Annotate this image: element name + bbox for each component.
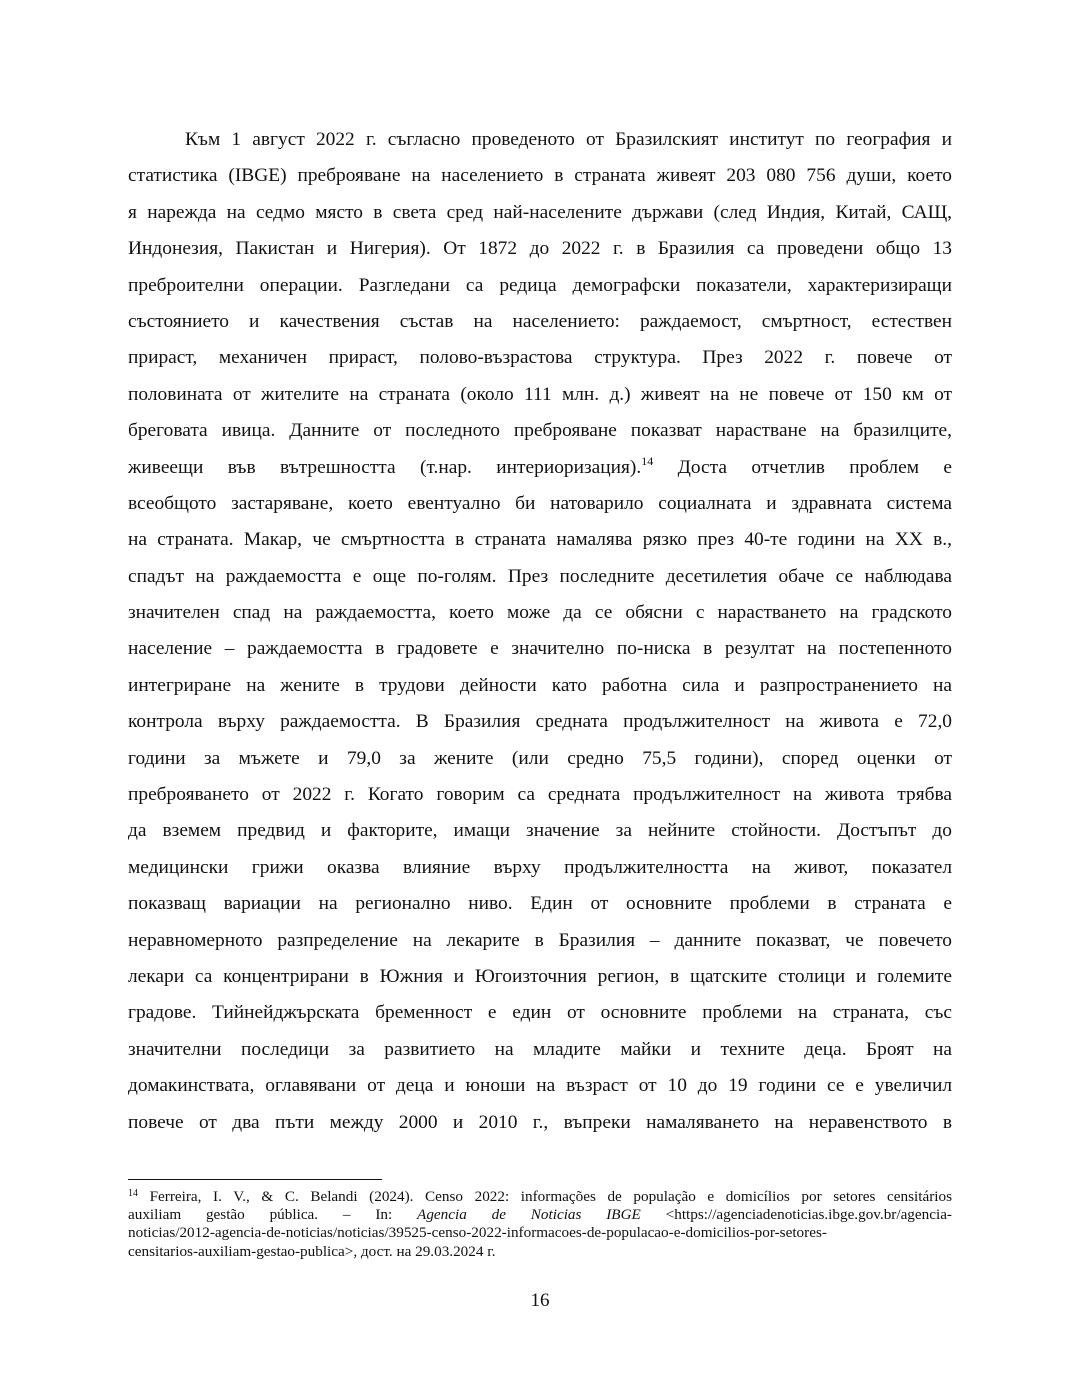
footnote-text: Ferreira, I. V., & C. Belandi (2024). Censo 2022: informações de população e domicílios por setores censitários bbox=[138, 1188, 952, 1205]
text-line: Към 1 август 2022 г. съгласно проведеното от Бразилският институт по география и bbox=[185, 129, 952, 150]
footnote-line bbox=[128, 1206, 952, 1224]
text-span: Доста отчетлив проблем е bbox=[653, 456, 952, 478]
page-number: 16 bbox=[530, 1290, 550, 1311]
footnote-separator bbox=[128, 1179, 382, 1180]
text-line: контрола върху раждаемостта. В Бразилия средната продължителност на живота е 72,0 bbox=[128, 711, 952, 733]
text-line: интегриране на жените в трудови дейности като работна сила и разпространението на bbox=[128, 674, 952, 696]
text-line: преброяването от 2022 г. Когато говорим са средната продължителност на живота трябва bbox=[128, 784, 952, 806]
footnote-url[interactable]: <https://agenciadenoticias.ibge.gov.br/agencia- bbox=[640, 1206, 952, 1224]
text-line: показващ вариации на регионално ниво. Един от основните проблеми в страната е bbox=[128, 893, 952, 915]
text-line: неравномерното разпределение на лекарите в Бразилия – данните показват, че повечето bbox=[128, 929, 952, 951]
footnote-line: censitarios-auxiliam-gestao-publica>, дост. на 29.03.2024 г. bbox=[128, 1242, 496, 1260]
text-line: на страната. Макар, че смъртността в страната намалява рязко през 40-те години на XX в., bbox=[128, 529, 952, 551]
text-line: преброителни операции. Разгледани са редица демографски показатели, характеризиращи bbox=[128, 274, 952, 296]
text-line: спадът на раждаемостта е още по-голям. През последните десетилетия обаче се наблюдава bbox=[128, 565, 952, 587]
footnote bbox=[128, 1188, 952, 1261]
text-line: медицински грижи оказва влияние върху продължителността на живот, показател bbox=[128, 856, 952, 878]
main-paragraph bbox=[128, 122, 952, 1141]
text-line: състоянието и качествения състав на населението: раждаемост, смъртност, естествен bbox=[128, 310, 952, 332]
text-line: Индонезия, Пакистан и Нигерия). От 1872 до 2022 г. в Бразилия са проведени общо 13 bbox=[128, 238, 952, 260]
footnote-source-title: Agencia de Noticias IBGE bbox=[417, 1206, 641, 1224]
footnote-url[interactable]: noticias/2012-agencia-de-noticias/noticias/39525-censo-2022-informacoes-de-populacao-e-domicilios-por-setores- bbox=[128, 1224, 827, 1242]
text-line: половината от жителите на страната (около 111 млн. д.) живеят на не повече от 150 км от bbox=[128, 383, 952, 405]
text-line: статистика (IBGE) преброяване на населението в страната живеят 203 080 756 души, което bbox=[128, 165, 952, 187]
text-line: повече от два пъти между 2000 и 2010 г., въпреки намаляването на неравенството в bbox=[128, 1111, 952, 1133]
text-line: лекари са концентрирани в Южния и Югоизточния регион, в щатските столици и големите bbox=[128, 965, 952, 987]
text-line: всеобщото застаряване, което евентуално би натоварило социалната и здравната система bbox=[128, 492, 952, 514]
footnote-reference[interactable]: 14 bbox=[641, 453, 654, 468]
text-line-with-footnote-ref bbox=[128, 450, 952, 486]
footnote-text: auxiliam gestão pública. – In: bbox=[128, 1206, 418, 1224]
text-line: да вземем предвид и факторите, имащи значение за нейните стойности. Достъпът до bbox=[128, 820, 952, 842]
text-line: я нарежда на седмо място в света сред най-населените държави (след Индия, Китай, САЩ, bbox=[128, 201, 952, 223]
footnote-line bbox=[128, 1188, 952, 1206]
text-line: значителни последици за развитието на младите майки и техните деца. Броят на bbox=[128, 1038, 952, 1060]
text-line: години за мъжете и 79,0 за жените (или средно 75,5 години), според оценки от bbox=[128, 747, 952, 769]
text-span: живеещи във вътрешността (т.нар. интериоризация). bbox=[128, 456, 642, 478]
text-line: население – раждаемостта в градовете е значително по-ниска в резултат на постепенното bbox=[128, 638, 952, 660]
text-line: бреговата ивица. Данните от последното преброяване показват нарастване на бразилците, bbox=[128, 420, 952, 442]
text-line: домакинствата, оглавявани от деца и юноши на възраст от 10 до 19 години се е увеличил bbox=[128, 1075, 952, 1097]
text-line: значителен спад на раждаемостта, което може да се обясни с нарастването на градското bbox=[128, 602, 952, 624]
text-line: градове. Тийнейджърската бременност е един от основните проблеми на страната, със bbox=[128, 1002, 952, 1024]
text-line: прираст, механичен прираст, полово-възрастова структура. През 2022 г. повече от bbox=[128, 347, 952, 369]
footnote-number: 14 bbox=[128, 1188, 138, 1199]
